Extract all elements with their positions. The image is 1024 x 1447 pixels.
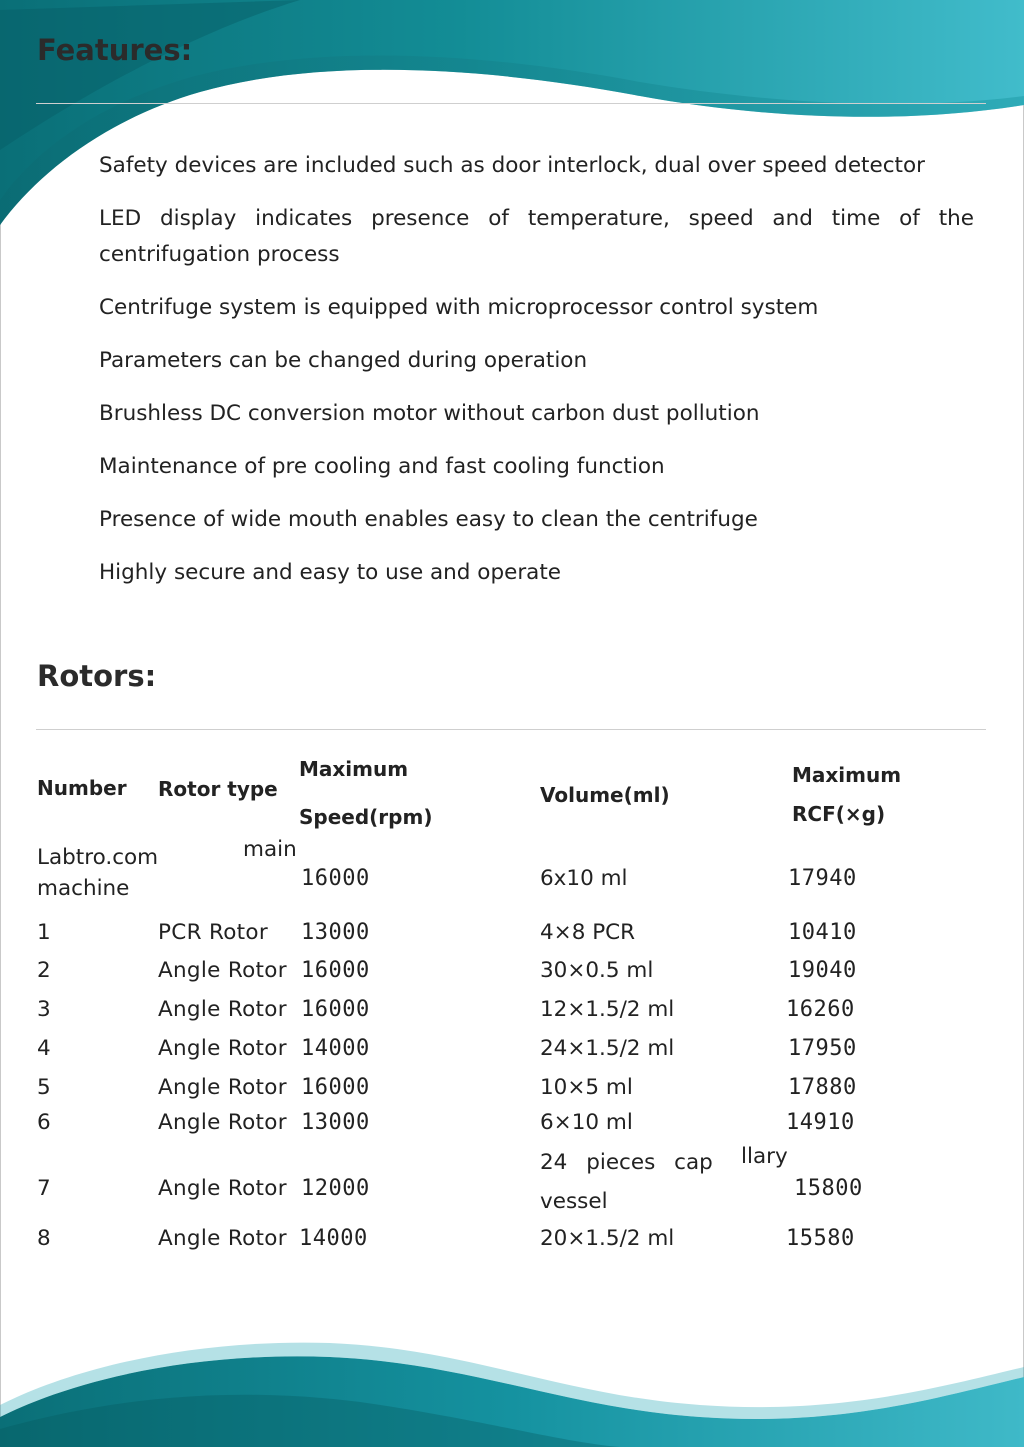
main-row-number-line1: Labtro.com [37, 845, 159, 870]
header-max-speed-line2: Speed(rpm) [299, 805, 433, 829]
feature-item: Brushless DC conversion motor without carbon dust pollution [99, 401, 760, 426]
row-rotor-type: PCR Rotor [158, 920, 269, 945]
feature-item: Highly secure and easy to use and operate [99, 560, 561, 585]
row-volume: 12×1.5/2 ml [540, 997, 675, 1022]
row-speed: 14000 [299, 1226, 368, 1251]
row-number: 3 [37, 997, 51, 1022]
features-divider [36, 103, 986, 104]
row-speed: 16000 [301, 1075, 370, 1100]
row-volume-line2: vessel [540, 1189, 608, 1214]
row-speed: 16000 [301, 997, 370, 1022]
row-volume: 10×5 ml [540, 1075, 633, 1100]
feature-item: Maintenance of pre cooling and fast cooling function [99, 454, 665, 479]
rotors-divider [36, 729, 986, 730]
row-volume: 30×0.5 ml [540, 958, 654, 983]
row-speed: 13000 [301, 920, 370, 945]
row-rotor-type: Angle Rotor [158, 1226, 287, 1251]
row-rcf: 16260 [786, 997, 855, 1022]
bottom-wave-decoration [0, 1307, 1024, 1447]
row-volume: 20×1.5/2 ml [540, 1226, 675, 1251]
header-volume: Volume(ml) [540, 783, 670, 807]
feature-item: Parameters can be changed during operation [99, 348, 588, 373]
row-number: 2 [37, 958, 51, 983]
row-rotor-type: Angle Rotor [158, 1110, 287, 1135]
row-number: 6 [37, 1110, 51, 1135]
row-rotor-type: Angle Rotor [158, 958, 287, 983]
row-rcf: 10410 [788, 920, 857, 945]
row-volume: 4×8 PCR [540, 920, 636, 945]
row-rcf: 14910 [786, 1110, 855, 1135]
header-max-rcf-line1: Maximum [792, 763, 902, 787]
row-number: 1 [37, 920, 51, 945]
row-volume: 6×10 ml [540, 1110, 633, 1135]
main-row-volume: 6x10 ml [540, 866, 628, 891]
row-speed: 12000 [301, 1176, 370, 1201]
header-max-speed-line1: Maximum [299, 757, 409, 781]
row-rcf: 15800 [794, 1176, 863, 1201]
main-row-speed: 16000 [301, 866, 370, 891]
row-number: 8 [37, 1226, 51, 1251]
row-rcf: 19040 [788, 958, 857, 983]
row-rotor-type: Angle Rotor [158, 997, 287, 1022]
header-max-rcf-line2: RCF(×g) [792, 802, 886, 826]
header-number: Number [37, 776, 127, 800]
row-rotor-type: Angle Rotor [158, 1176, 287, 1201]
features-list [99, 148, 974, 608]
row-rcf: 15580 [786, 1226, 855, 1251]
row-rotor-type: Angle Rotor [158, 1075, 287, 1100]
header-rotor-type: Rotor type [158, 777, 278, 801]
rotors-heading: Rotors: [37, 659, 157, 693]
row-speed: 14000 [301, 1036, 370, 1061]
main-row-rcf: 17940 [788, 866, 857, 891]
row-volume-line1-tail: llary [741, 1144, 788, 1169]
row-number: 4 [37, 1036, 51, 1061]
feature-item: LED display indicates presence of temperature, speed and time of the centrifugation process [99, 206, 974, 267]
row-rcf: 17950 [788, 1036, 857, 1061]
feature-item: Presence of wide mouth enables easy to clean the centrifuge [99, 507, 758, 532]
row-rotor-type: Angle Rotor [158, 1036, 287, 1061]
row-number: 5 [37, 1075, 51, 1100]
row-volume-line1: 24 pieces cap [540, 1150, 713, 1175]
main-row-number-line2: machine [37, 876, 130, 901]
row-volume: 24×1.5/2 ml [540, 1036, 675, 1061]
features-heading: Features: [37, 33, 193, 67]
row-speed: 13000 [301, 1110, 370, 1135]
row-speed: 16000 [301, 958, 370, 983]
feature-item: Safety devices are included such as door interlock, dual over speed detector [99, 153, 925, 178]
row-rcf: 17880 [788, 1075, 857, 1100]
row-number: 7 [37, 1176, 51, 1201]
feature-item: Centrifuge system is equipped with microprocessor control system [99, 295, 819, 320]
main-row-rotor-type: main [243, 837, 297, 862]
